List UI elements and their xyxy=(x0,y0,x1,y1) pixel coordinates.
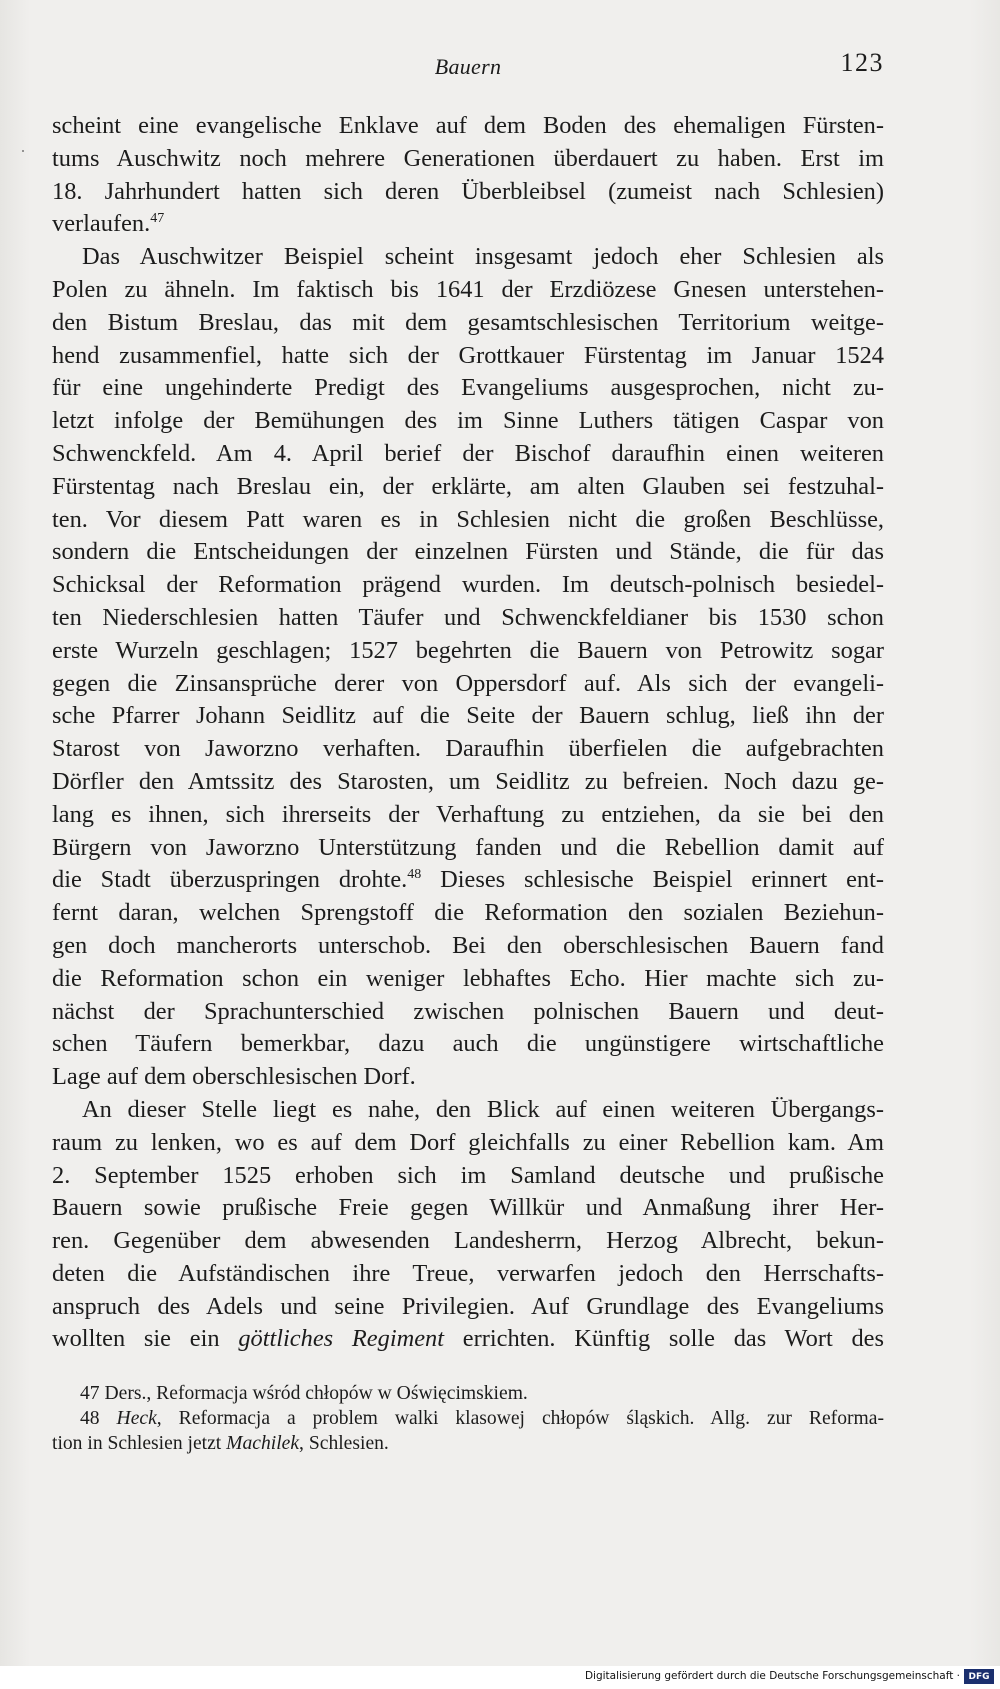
text-line xyxy=(52,143,884,176)
text-line xyxy=(52,930,884,963)
text-line xyxy=(52,274,884,307)
text-line xyxy=(52,799,884,832)
line-text: für eine ungehinderte Predigt des Evangeliums ausgesprochen, nicht zu- xyxy=(52,374,884,402)
line-text: ten Niederschlesien hatten Täufer und Schwenckfeldianer bis 1530 schon xyxy=(52,603,884,631)
line-text: gegen die Zinsansprüche derer von Oppersdorf auf. Als sich der evangeli- xyxy=(52,669,884,697)
italic-text: göttliches Regiment xyxy=(238,1325,445,1353)
line-text: An dieser Stelle liegt es nahe, den Blick auf einen weiteren Übergangs- xyxy=(82,1095,884,1123)
footnote-reference[interactable]: 48 xyxy=(407,867,422,883)
line-text: lang es ihnen, sich ihrerseits der Verhaftung zu entziehen, da sie bei den xyxy=(52,800,884,828)
line-text: Bürgern von Jaworzno Unterstützung fanden und die Rebellion damit auf xyxy=(52,833,884,861)
italic-text: Machilek xyxy=(226,1433,300,1454)
line-text: Fürstentag nach Breslau ein, der erklärte, am alten Glauben sei festzuhal- xyxy=(52,472,884,500)
italic-text: Heck xyxy=(116,1408,157,1429)
line-text: 2. September 1525 erhoben sich im Samland deutsche und prußische xyxy=(52,1161,884,1189)
text-line xyxy=(52,963,884,996)
line-text: Das Auschwitzer Beispiel scheint insgesamt jedoch eher Schlesien als xyxy=(82,243,884,271)
scan-credit: Digitalisierung gefördert durch die Deutsche Forschungsgemeinschaft · xyxy=(584,1670,960,1682)
text-line xyxy=(52,110,884,143)
text-line xyxy=(52,536,884,569)
line-text: ten. Vor diesem Patt waren es in Schlesien nicht die großen Beschlüsse, xyxy=(52,505,884,533)
footnote-line xyxy=(52,1406,884,1431)
line-text: Lage auf dem oberschlesischen Dorf. xyxy=(52,1063,416,1091)
text-line xyxy=(52,471,884,504)
text-line xyxy=(52,635,884,668)
line-text: fernt daran, welchen Sprengstoff die Reformation den sozialen Beziehun- xyxy=(52,899,884,927)
line-text: deten die Aufständischen ihre Treue, verwarfen jedoch den Herrschafts- xyxy=(52,1259,884,1287)
page-number: 123 xyxy=(840,48,884,77)
line-text: letzt infolge der Bemühungen des im Sinne Luthers tätigen Caspar von xyxy=(52,407,884,435)
text-line xyxy=(52,832,884,865)
line-text: ren. Gegenüber dem abwesenden Landesherrn, Herzog Albrecht, bekun- xyxy=(52,1227,884,1255)
line-text-continued: Dieses schlesische Beispiel erinnert ent- xyxy=(421,866,885,894)
line-text: tion in Schlesien jetzt xyxy=(52,1433,227,1454)
line-text: schen Täufern bemerkbar, dazu auch die ungünstigere wirtschaftliche xyxy=(52,1030,884,1058)
text-line xyxy=(52,1160,884,1193)
line-text: verlaufen. xyxy=(52,210,151,238)
line-text-continued: errichten. Künftig solle das Wort des xyxy=(444,1325,884,1353)
text-line xyxy=(52,340,884,373)
text-line xyxy=(52,241,884,274)
text-line xyxy=(52,733,884,766)
footnotes xyxy=(52,1381,884,1456)
line-text-continued: , Schlesien. xyxy=(299,1433,389,1454)
line-text: Schwenckfeld. Am 4. April berief der Bischof daraufhin einen weiteren xyxy=(52,439,884,467)
line-text: den Bistum Breslau, das mit dem gesamtschlesischen Territorium weitge- xyxy=(52,308,884,336)
footnote-reference[interactable]: 47 xyxy=(150,211,165,227)
line-text: anspruch des Adels und seine Privilegien. Auf Grundlage des Evangeliums xyxy=(52,1292,884,1320)
text-line xyxy=(52,504,884,537)
line-text: die Stadt überzuspringen drohte. xyxy=(52,866,408,894)
text-line xyxy=(52,700,884,733)
footnote-line xyxy=(52,1431,884,1456)
line-text: 48 xyxy=(80,1408,117,1429)
text-line xyxy=(52,372,884,405)
line-text-continued: , Reformacja a problem walki klasowej chłopów śląskich. Allg. zur Reforma- xyxy=(156,1408,884,1429)
line-text: raum zu lenken, wo es auf dem Dorf gleichfalls zu einer Rebellion kam. Am xyxy=(52,1128,884,1156)
text-line xyxy=(52,996,884,1029)
page-header xyxy=(52,48,884,84)
line-text: Dörfler den Amtssitz des Starosten, um Seidlitz zu befreien. Noch dazu ge- xyxy=(52,767,884,795)
line-text: erste Wurzeln geschlagen; 1527 begehrten die Bauern von Petrowitz sogar xyxy=(52,636,884,664)
text-line xyxy=(52,602,884,635)
line-text: nächst der Sprachunterschied zwischen polnischen Bauern und deut- xyxy=(52,997,884,1025)
line-text: scheint eine evangelische Enklave auf dem Boden des ehemaligen Fürsten- xyxy=(52,112,884,139)
text-line xyxy=(52,1225,884,1258)
text-line xyxy=(52,405,884,438)
text-line xyxy=(52,307,884,340)
text-line xyxy=(52,1127,884,1160)
text-line xyxy=(52,864,884,897)
text-line xyxy=(52,1061,884,1094)
line-text: Bauern sowie prußische Freie gegen Willkür und Anmaßung ihrer Her- xyxy=(52,1194,884,1222)
text-line xyxy=(52,1028,884,1061)
text-line xyxy=(52,1094,884,1127)
scan-speck xyxy=(22,150,24,152)
line-text: 47 Ders., Reformacja wśród chłopów w Oświęcimskiem. xyxy=(80,1383,528,1404)
running-title: Bauern xyxy=(434,54,502,79)
line-text: hend zusammenfiel, hatte sich der Grottkauer Fürstentag im Januar 1524 xyxy=(52,341,884,369)
line-text: gen doch mancherorts unterschob. Bei den oberschlesischen Bauern fand xyxy=(52,931,884,959)
line-text: 18. Jahrhundert hatten sich deren Überbleibsel (zumeist nach Schlesien) xyxy=(52,177,884,205)
text-line xyxy=(52,1291,884,1324)
text-line xyxy=(52,1192,884,1225)
line-text: Schicksal der Reformation prägend wurden. Im deutsch-polnisch besiedel- xyxy=(52,571,884,599)
line-text: sche Pfarrer Johann Seidlitz auf die Seite der Bauern schlug, ließ ihn der xyxy=(52,702,884,730)
text-line xyxy=(52,668,884,701)
text-line xyxy=(52,438,884,471)
text-line xyxy=(52,208,884,241)
line-text: die Reformation schon ein weniger lebhaftes Echo. Hier machte sich zu- xyxy=(52,964,884,992)
text-line xyxy=(52,569,884,602)
dfg-logo-icon: DFG xyxy=(964,1669,994,1684)
text-line xyxy=(52,176,884,209)
line-text: wollten sie ein xyxy=(52,1325,239,1353)
text-line xyxy=(52,1323,884,1356)
footnote-line xyxy=(52,1381,884,1406)
line-text: sondern die Entscheidungen der einzelnen Fürsten und Stände, die für das xyxy=(52,538,884,566)
line-text: tums Auschwitz noch mehrere Generationen überdauert zu haben. Erst im xyxy=(52,144,884,172)
text-line xyxy=(52,766,884,799)
line-text: Starost von Jaworzno verhaften. Daraufhin überfielen die aufgebrachten xyxy=(52,735,884,763)
line-text: Polen zu ähneln. Im faktisch bis 1641 der Erzdiözese Gnesen unterstehen- xyxy=(52,275,884,303)
text-line xyxy=(52,1258,884,1291)
scan-footer xyxy=(0,1666,1000,1689)
body-text xyxy=(52,110,884,1356)
text-line xyxy=(52,897,884,930)
